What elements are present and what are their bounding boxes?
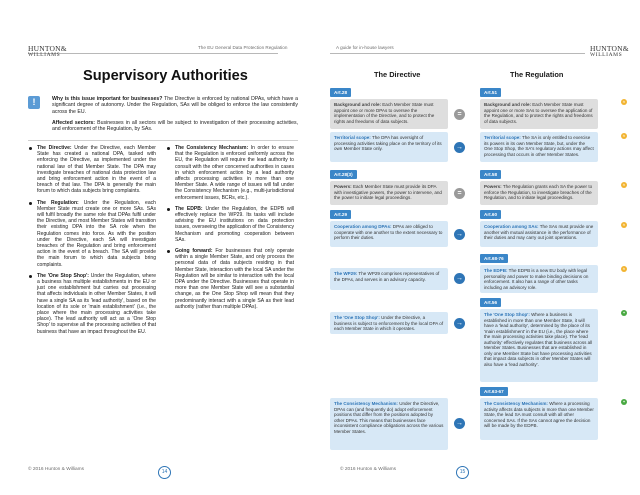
arrow-right-icon: → (456, 420, 463, 427)
logo-line2: WILLIAMS (28, 52, 61, 58)
box-text: The DPA has oversight of processing activities taking place on the territory of its own Member State only. (334, 135, 442, 151)
box-text: The WP29 comprises representatives of the DPAs, and serves in an advisory capacity. (334, 271, 440, 282)
logo-line2: WILLIAMS (590, 52, 623, 58)
box-text: Each Member State must appoint one or more DPAs to oversee the implementation of the Directive, and to protect the rights and freedoms of data subjects. (334, 102, 435, 124)
bullet-label: Going forward: (175, 248, 213, 255)
article-tag: Art.63-67 (480, 387, 508, 396)
divider (28, 140, 298, 141)
bullet-label: The Regulation: (37, 199, 79, 206)
box-label: The EDPB: (484, 268, 508, 273)
article-tag: Art.56 (480, 298, 501, 307)
box-label: The Consistency Mechanism: (334, 401, 398, 406)
why-label: Why is this issue important for businesses? (52, 96, 163, 102)
header-title: The EU General Data Protection Regulation (198, 45, 288, 50)
box-label: The 'One Stop Shop': (484, 312, 530, 317)
bullet-edpb (166, 206, 294, 243)
status-marker-icon: ≈ (622, 222, 626, 227)
box-text: The Regulation grants each SA the power to enforce the Regulation, to investigate breaches of the Regulation, and to initiate legal proceedings. (484, 184, 593, 200)
affected-sectors-paragraph (52, 120, 298, 133)
column-heading-directive: The Directive (374, 70, 421, 79)
bullet-text: For businesses that only operate within a single Member State, and only process the personal data of data subjects residing in that Member State, interaction with the local SA under the Regulation will be similar to interaction with the local DPA under the Directive. Businesses that operate in more than one Member State will see a substantial change, as the One Stop Shop will mean that they predominantly interact with a single SA as their lead authority (rather than multiple DPAs). (175, 248, 295, 310)
box-text: Where a processing activity affects data subjects in more than one Member State, the lead SA must consult with all other concerned SAs. If the SAs cannot agree the decision will be made by the EDPB. (484, 401, 594, 428)
status-marker-icon: ≈ (622, 182, 626, 187)
footer-copyright: © 2016 Hunton & Williams (340, 467, 397, 472)
box-label: Territorial scope: (484, 135, 521, 140)
bullets-column-1 (28, 145, 156, 340)
logo-line1: HUNTON& (28, 44, 67, 53)
box-text: The SAs must provide one another with mutual assistance in the performance of their duties and may carry out joint operations. (484, 224, 594, 240)
regulation-box (480, 309, 598, 382)
bullet-text: Under the Regulation, where a business has multiple establishments in the EU or just one establishment but carries out processing that affects individuals in other Member States, it will have a single SA as its 'lead authority', based on the location of its sole or 'main establishment' (i.e., the place where the main processing activities take place). The lead authority will act as a 'One Stop Shop' to supervise all the processing activities of that business that have an impact throughout the EU. (37, 272, 156, 335)
regulation-box (480, 132, 598, 162)
article-tag: Art.29 (330, 210, 351, 219)
equals-icon: = (454, 188, 465, 199)
arrow-right-icon: → (456, 231, 463, 238)
box-text: Each Member State must provide its DPA with investigative powers, the power to intervene, and the power to initiate legal proceedings. (334, 184, 442, 200)
regulation-box (480, 221, 598, 247)
logo-line1: HUNTON& (590, 44, 629, 53)
regulation-box (480, 99, 598, 129)
why-important-paragraph (52, 96, 298, 115)
directive-box (330, 132, 448, 162)
bullets-column-2 (166, 145, 294, 315)
box-text: The EDPB is a new EU body with legal personality and power to make binding decisions on enforcement. It also has a range of other tasks including an advisory role. (484, 268, 589, 290)
equals-icon: = (454, 109, 465, 120)
status-marker-icon: ≈ (622, 133, 626, 138)
directive-box (330, 99, 448, 129)
bullet-text: In order to ensure that the Regulation is enforced uniformly across the EU, the Regulation will require the lead authority to consult with the other concerned authorities in cases in which enforcement action by a lead authority affects processing activities in more than one Member State. A wide range of issues will fall under the Consistency Mechanism (e.g., multi-jurisdictional enforcement issues, BCRs, etc.). (175, 145, 294, 201)
box-text: Each Member State must appoint one or more SAs to oversee the application of the Regulation, and to protect the rights and freedoms of data subjects. (484, 102, 593, 124)
bullet-label: The Consistency Mechanism: (175, 145, 249, 151)
bullet-consistency-mechanism (166, 145, 294, 201)
affected-label: Affected sectors: (52, 120, 96, 126)
box-label: Powers: (334, 184, 352, 189)
bullet-label: The EDPB: (175, 205, 203, 212)
box-text: Under the Directive, DPAs can (and frequently do) adopt enforcement positions that differ from the positions adopted by other DPAs. This means that businesses face inconsistent compliance obligations across the various Member States. (334, 401, 444, 434)
arrow-right-icon: → (456, 275, 463, 282)
regulation-box (480, 265, 598, 293)
box-label: Cooperation among DPAs: (334, 224, 392, 229)
box-label: Cooperation among SAs: (484, 224, 539, 229)
box-label: The Consistency Mechanism: (484, 401, 548, 406)
regulation-box (480, 398, 598, 440)
header-rule (330, 53, 585, 54)
bullet-one-stop-shop (28, 273, 156, 335)
article-tag: Art.28 (330, 88, 351, 97)
directive-box (330, 221, 448, 247)
directive-box (330, 181, 448, 205)
arrow-right-icon: → (456, 144, 463, 151)
regulation-box (480, 181, 598, 205)
bullet-directive (28, 145, 156, 195)
company-logo (590, 45, 629, 59)
bullet-going-forward (166, 248, 294, 310)
status-marker-icon: ≈ (622, 99, 626, 104)
page-number: 15 (456, 466, 469, 479)
box-label: Powers: (484, 184, 502, 189)
right-page (320, 0, 640, 495)
bullet-text: Under the Directive, each Member State has created a national DPA, tasked with enforcing the Directive, as implemented under the national law of that Member State. The DPA may investigate breaches of national data protection law and bring enforcement action in the event of a breach of that law. The DPA is generally the main forum to which data subjects bring complaints. (37, 145, 156, 195)
box-label: Background and role: (334, 102, 381, 107)
box-label: The WP29: (334, 271, 358, 276)
article-tag: Art.68-76 (480, 254, 508, 263)
box-text: Under the Directive, a business is subject to enforcement by the local DPA of each Member State in which it operates. (334, 315, 444, 331)
footer-copyright: © 2016 Hunton & Williams (28, 467, 85, 472)
affected-text: Businesses in all sectors will be subject to investigation of their processing activities, and enforcement of the Regulation, by SAs. (52, 120, 298, 133)
header-title: A guide for in-house lawyers (336, 45, 394, 50)
company-logo (28, 45, 67, 59)
box-label: Territorial scope: (334, 135, 371, 140)
status-marker-icon: + (622, 310, 626, 315)
article-tag: Art.58 (480, 170, 501, 179)
arrow-right-icon: → (456, 320, 463, 327)
box-text: DPAs are obliged to cooperate with one another to the extent necessary to perform their duties. (334, 224, 443, 240)
page-title: Supervisory Authorities (83, 68, 248, 84)
article-tag: Art.28(3) (330, 170, 357, 179)
box-label: The 'One Stop Shop': (334, 315, 380, 320)
box-label: Background and role: (484, 102, 531, 107)
page-number: 14 (158, 466, 171, 479)
status-marker-icon: + (622, 399, 626, 404)
bullet-text: Under the Regulation, each Member State must create one or more SAs. SAs will fulfil broadly the same role that DPAs fulfil under the Directive, and most Member States will transition their existing DPA into the SA role when the Regulation comes into force. As with the position under the Directive, each SA will investigate breaches of the Regulation and bring enforcement action in the event of a breach. The SA will provide the main forum to which data subjects bring complaints. (37, 199, 156, 268)
box-text: Where a business is established in more than one Member State, it will have a 'lead authority', determined by the place of its 'main establishment' in the EU (i.e., the place where the main processing activities take place). The 'lead authority' effectively regulates that business across all Member States. Businesses that are established in only one Member State but have processing activities that impact data subjects in other Member States will also have a 'lead authority'. (484, 312, 593, 367)
article-tag: Art.60 (480, 210, 501, 219)
bullet-label: The 'One Stop Shop': (37, 272, 89, 279)
box-text: The SA is only entitled to exercise its powers in its own Member State, but, under the One Stop Shop, the SA's regulatory actions may affect processing that occurs in other Member States. (484, 135, 594, 157)
bullet-text: Under the Regulation, the EDPB will effectively replace the WP29. Its tasks will include advising the EU institutions on data protection issues, overseeing the application of the Consistency Mechanism and promoting cooperation between SAs. (175, 205, 294, 243)
bullet-regulation (28, 200, 156, 268)
exclamation-icon: ! (28, 96, 40, 109)
directive-box (330, 398, 448, 450)
bullet-label: The Directive: (37, 145, 72, 151)
directive-box (330, 268, 448, 290)
why-text: The Directive is enforced by national DPAs, which have a significant degree of autonomy. Under the Regulation, SAs will be obliged to enforce the law consistently across the EU. (52, 96, 299, 115)
status-marker-icon: ≈ (622, 266, 626, 271)
article-tag: Art.51 (480, 88, 501, 97)
column-heading-regulation: The Regulation (510, 70, 564, 79)
directive-box (330, 312, 448, 334)
